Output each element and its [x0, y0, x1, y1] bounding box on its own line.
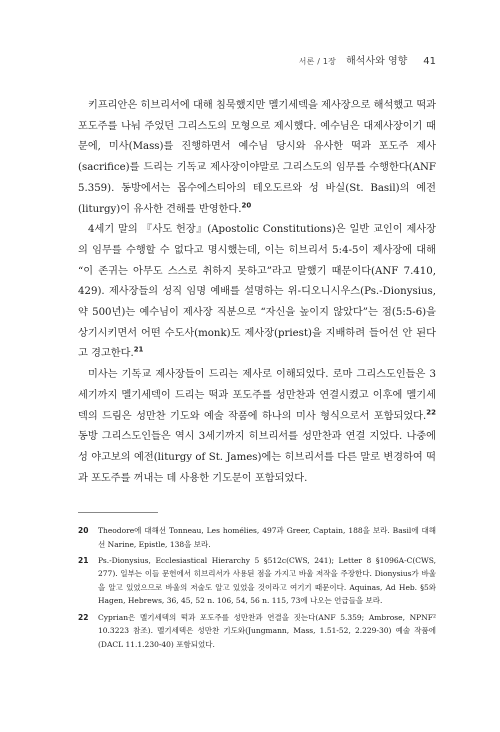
paragraph-text: 4세기 말의 『사도 헌장』(Apostolic Constitutions)은 일반 교인이 제사장의 임무를 수행할 수 없다고 명시했는데, 이는 히브리서 5:4-5이 제사장에 대해 “이 존귀는 아무도 스스로 취하지 못하고”라고 말했기 때문이다(ANF 7.410, 429). 제사장들의 성직 임명 예배를 설명하는 위-디오니시우스(Ps.-Dionysius, 약 500년)는 예수님이 제사장 직분으로 “자신을 높이지 않았다”는 점(5:5-6)을 상기시키면서 어떤 수도사(monk)도 제사장(priest)을 지배하려 들어선 안 된다고 경고한다.: [78, 224, 436, 360]
footnote-number: 20: [78, 526, 89, 535]
footnote: [78, 611, 436, 652]
paragraph-text-continued: 동방 그리스도인들은 역시 3세기까지 히브리서를 성만찬과 연결 지었다. 나중에 성 야고보의 예전(liturgy of St. James)에는 히브리서를 다른 말로 변경하여 떡과 포도주를 꺼내는 데 사용한 기도문이 포함되었다.: [78, 431, 436, 484]
footnote-text: Cyprian은 멜기세덱의 떡과 포도주를 성만찬과 연결을 짓는다(ANF 5.359; Ambrose, NPNF² 10.3223 참조). 멜기세덱은 성만찬 기도와(Jungmann, Mass, 1.51-52, 2.229-30) 예술 작품에(DACL 11.1.230-40) 포함되었다.: [98, 612, 436, 649]
footnote-ref[interactable]: 21: [133, 346, 144, 355]
running-head-title: 해석사와 영향: [346, 56, 408, 67]
paragraph: [78, 96, 436, 220]
footnote-text: Theodore에 대해선 Tonneau, Les homélies, 497과 Greer, Captain, 188을 보라. Basil에 대해선 Narine, Epistle, 138을 보라.: [98, 526, 436, 549]
footnote-ref[interactable]: 22: [426, 408, 436, 417]
paragraph: [78, 365, 436, 489]
running-head-section: 서론 / 1장: [298, 57, 337, 66]
paragraph: [78, 220, 436, 365]
footnotes: [78, 524, 436, 654]
footnote-text: Ps.-Dionysius, Ecclesiastical Hierarchy 5 §512c(CWS, 241); Letter 8 §1096A-C(CWS, 277). 일부는 이들 문헌에서 히브리서가 사용된 점을 가지고 바울 저작을 주장한다. Dionysius가 바울을 알고 있었으므로 바울의 저술도 알고 있었을 것이라고 여기기 때문이다. Aquinas, Ad Heb. §5와 Hagen, Hebrews, 36, 45, 52 n. 106, 54, 56 n. 115, 73에 나오는 언급들을 보라.: [98, 555, 436, 606]
footnote-ref[interactable]: 20: [241, 201, 252, 210]
footnote: [78, 554, 436, 608]
body-text: [78, 96, 436, 489]
footnote-number: 22: [78, 612, 89, 622]
footnote: [78, 524, 436, 551]
paragraph-text: 키프리안은 히브리서에 대해 침묵했지만 멜기세덱을 제사장으로 해석했고 떡과 포도주를 나눠 주었던 그리스도의 모형으로 제시했다. 예수님은 대제사장이기 때문에, 미사(Mass)를 진행하면서 예수님 당시와 유사한 떡과 포도주 제사(sacrifice)를 드리는 기독교 제사장이야말로 그리스도의 임무를 수행한다(ANF 5.359). 동방에서는 몹수에스티아의 테오도르와 성 바실(St. Basil)의 예전(liturgy)이 유사한 견해를 반영한다.: [78, 100, 436, 215]
footnote-divider: [78, 512, 158, 513]
running-head: [299, 52, 436, 67]
footnote-number: 21: [78, 555, 89, 565]
page-number: 41: [423, 56, 436, 67]
paragraph-text: 미사는 기독교 제사장들이 드리는 제사로 이해되었다. 로마 그리스도인들은 3세기까지 멜기세덱이 드리는 떡과 포도주를 성만찬과 연결시켰고 이후에 멜기세덱의 드림은 성만찬 기도와 예술 작품에 하나의 미사 형식으로서 포함되었다.: [78, 369, 436, 422]
